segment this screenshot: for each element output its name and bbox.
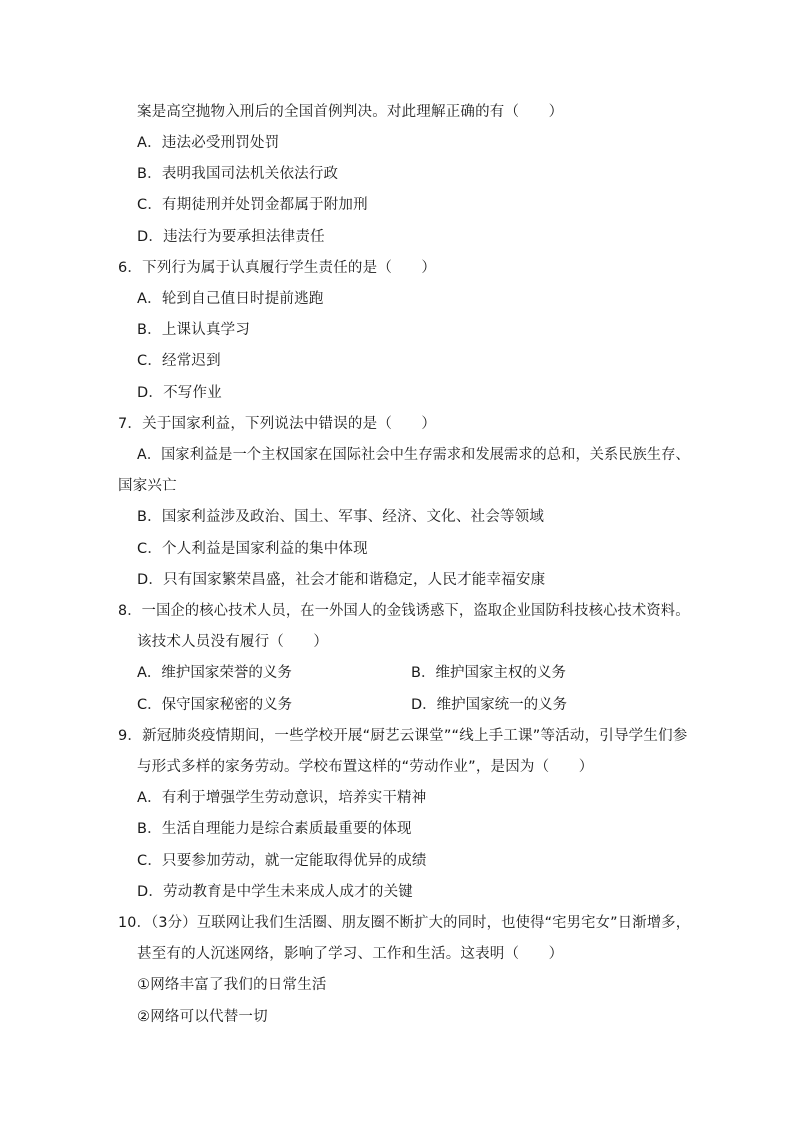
- q10-stem-line2: 甚至有的人沉迷网络，影响了学习、工作和生活。这表明（ ）: [137, 946, 564, 962]
- q6-option-a: A．轮到自己值日时提前逃跑: [137, 291, 324, 307]
- q6-option-b: B．上课认真学习: [137, 322, 251, 338]
- q9-stem-line2: 与形式多样的家务劳动。学校布置这样的“劳动作业”，是因为（ ）: [137, 759, 594, 775]
- q6-stem: 6．下列行为属于认真履行学生责任的是（ ）: [118, 260, 437, 276]
- q10-item-1: ①网络丰富了我们的日常生活: [137, 977, 327, 993]
- q9-option-a: A．有利于增强学生劳动意识，培养实干精神: [137, 790, 427, 806]
- q5-option-b: B．表明我国司法机关依法行政: [137, 166, 339, 182]
- q8-option-c: C．保守国家秘密的义务: [137, 697, 293, 713]
- q6-option-d: D．不写作业: [137, 385, 222, 401]
- q8-option-a: A．维护国家荣誉的义务: [137, 665, 292, 681]
- q8-stem-line1: 8．一国企的核心技术人员，在一外国人的金钱诱惑下，盗取企业国防科技核心技术资料。: [118, 603, 690, 619]
- q7-option-b: B．国家利益涉及政治、国土、军事、经济、文化、社会等领域: [137, 509, 545, 525]
- q5-option-c: C．有期徒刑并处罚金都属于附加刑: [137, 197, 368, 213]
- q7-stem: 7．关于国家利益，下列说法中错误的是（ ）: [118, 416, 437, 432]
- q9-option-c: C．只要参加劳动，就一定能取得优异的成绩: [137, 853, 427, 869]
- q9-option-b: B．生活自理能力是综合素质最重要的体现: [137, 821, 412, 837]
- q5-option-a: A．违法必受刑罚处罚: [137, 135, 280, 151]
- q8-stem-line2: 该技术人员没有履行（ ）: [137, 634, 329, 650]
- q7-option-a-line2: 国家兴亡: [118, 478, 177, 494]
- q8-option-b: B．维护国家主权的义务: [411, 665, 566, 681]
- q9-stem-line1: 9．新冠肺炎疫情期间，一些学校开展“厨艺云课堂”“线上手工课”等活动，引导学生们参: [118, 728, 688, 744]
- q5-stem-continuation: 案是高空抛物入刑后的全国首例判决。对此理解正确的有（ ）: [137, 104, 564, 120]
- q9-option-d: D．劳动教育是中学生未来成人成才的关键: [137, 884, 413, 900]
- q6-option-c: C．经常迟到: [137, 353, 221, 369]
- q7-option-a-line1: A．国家利益是一个主权国家在国际社会中生存需求和发展需求的总和，关系民族生存、: [137, 447, 690, 463]
- q7-option-c: C．个人利益是国家利益的集中体现: [137, 541, 368, 557]
- q5-option-d: D．违法行为要承担法律责任: [137, 229, 325, 245]
- q8-option-d: D．维护国家统一的义务: [411, 697, 568, 713]
- q10-stem-line1: 10．（3分）互联网让我们生活圈、朋友圈不断扩大的同时，也使得“宅男宅女”日渐增多，: [118, 915, 691, 931]
- q10-item-2: ②网络可以代替一切: [137, 1009, 268, 1025]
- q7-option-d: D．只有国家繁荣昌盛，社会才能和谐稳定，人民才能幸福安康: [137, 572, 546, 588]
